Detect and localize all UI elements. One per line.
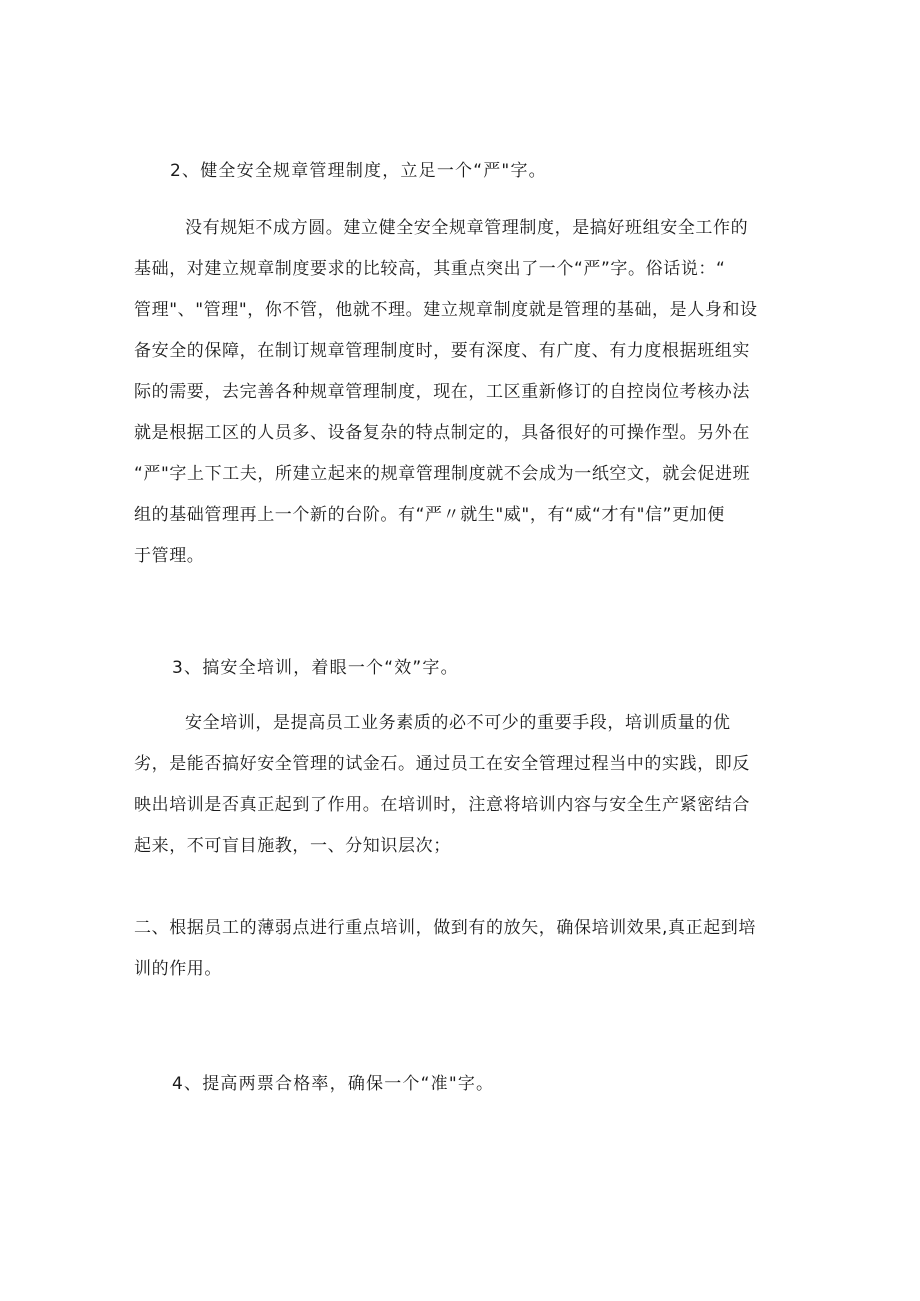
section-3-heading: 3、搞安全培训，着眼一个“效”字。 (172, 658, 459, 678)
section-3-second-paragraph-line: 二、根据员工的薄弱点进行重点培训，做到有的放矢，确保培训效果,真正起到培 (134, 918, 757, 938)
section-2-paragraph-line: 基础，对建立规章制度要求的比较高，其重点突出了一个“严”字。俗话说：“ (134, 259, 726, 279)
section-2-paragraph-line: 就是根据工区的人员多、设备复杂的特点制定的，具备很好的可操作型。另外在 (134, 423, 750, 443)
section-3-paragraph-line: 安全培训，是提高员工业务素质的必不可少的重要手段，培训质量的优 (185, 713, 731, 733)
section-2-paragraph-line: 际的需要，去完善各种规章管理制度，现在，工区重新修订的自控岗位考核办法 (134, 382, 750, 402)
section-2-paragraph-line: “严"字上下工夫，所建立起来的规章管理制度就不会成为一纸空文，就会促进班 (134, 464, 751, 484)
section-2-paragraph-line: 没有规矩不成方圆。建立健全安全规章管理制度，是搞好班组安全工作的 (185, 218, 749, 238)
section-4-heading: 4、提高两票合格率，确保一个“准"字。 (172, 1074, 495, 1094)
section-3-paragraph-line: 映出培训是否真正起到了作用。在培训时，注意将培训内容与安全生产紧密结合 (134, 795, 750, 815)
section-3-paragraph-line: 劣，是能否搞好安全管理的试金石。通过员工在安全管理过程当中的实践，即反 (134, 754, 750, 774)
section-2-heading: 2、健全安全规章管理制度，立足一个“严"字。 (170, 161, 547, 181)
section-3-second-paragraph-line: 训的作用。 (134, 959, 222, 979)
section-2-paragraph-line: 组的基础管理再上一个新的台阶。有“严〃就生"威"，有“威“才有"信”更加便 (134, 505, 725, 525)
section-2-paragraph-line: 管理"、"管理"，你不管，他就不理。建立规章制度就是管理的基础，是人身和设 (134, 300, 758, 320)
section-3-paragraph-line: 起来，不可盲目施教，一、分知识层次； (134, 836, 451, 856)
section-2-paragraph-line: 备安全的保障，在制订规章管理制度时，要有深度、有广度、有力度根据班组实 (134, 341, 750, 361)
section-2-paragraph-line: 于管理。 (134, 546, 205, 566)
